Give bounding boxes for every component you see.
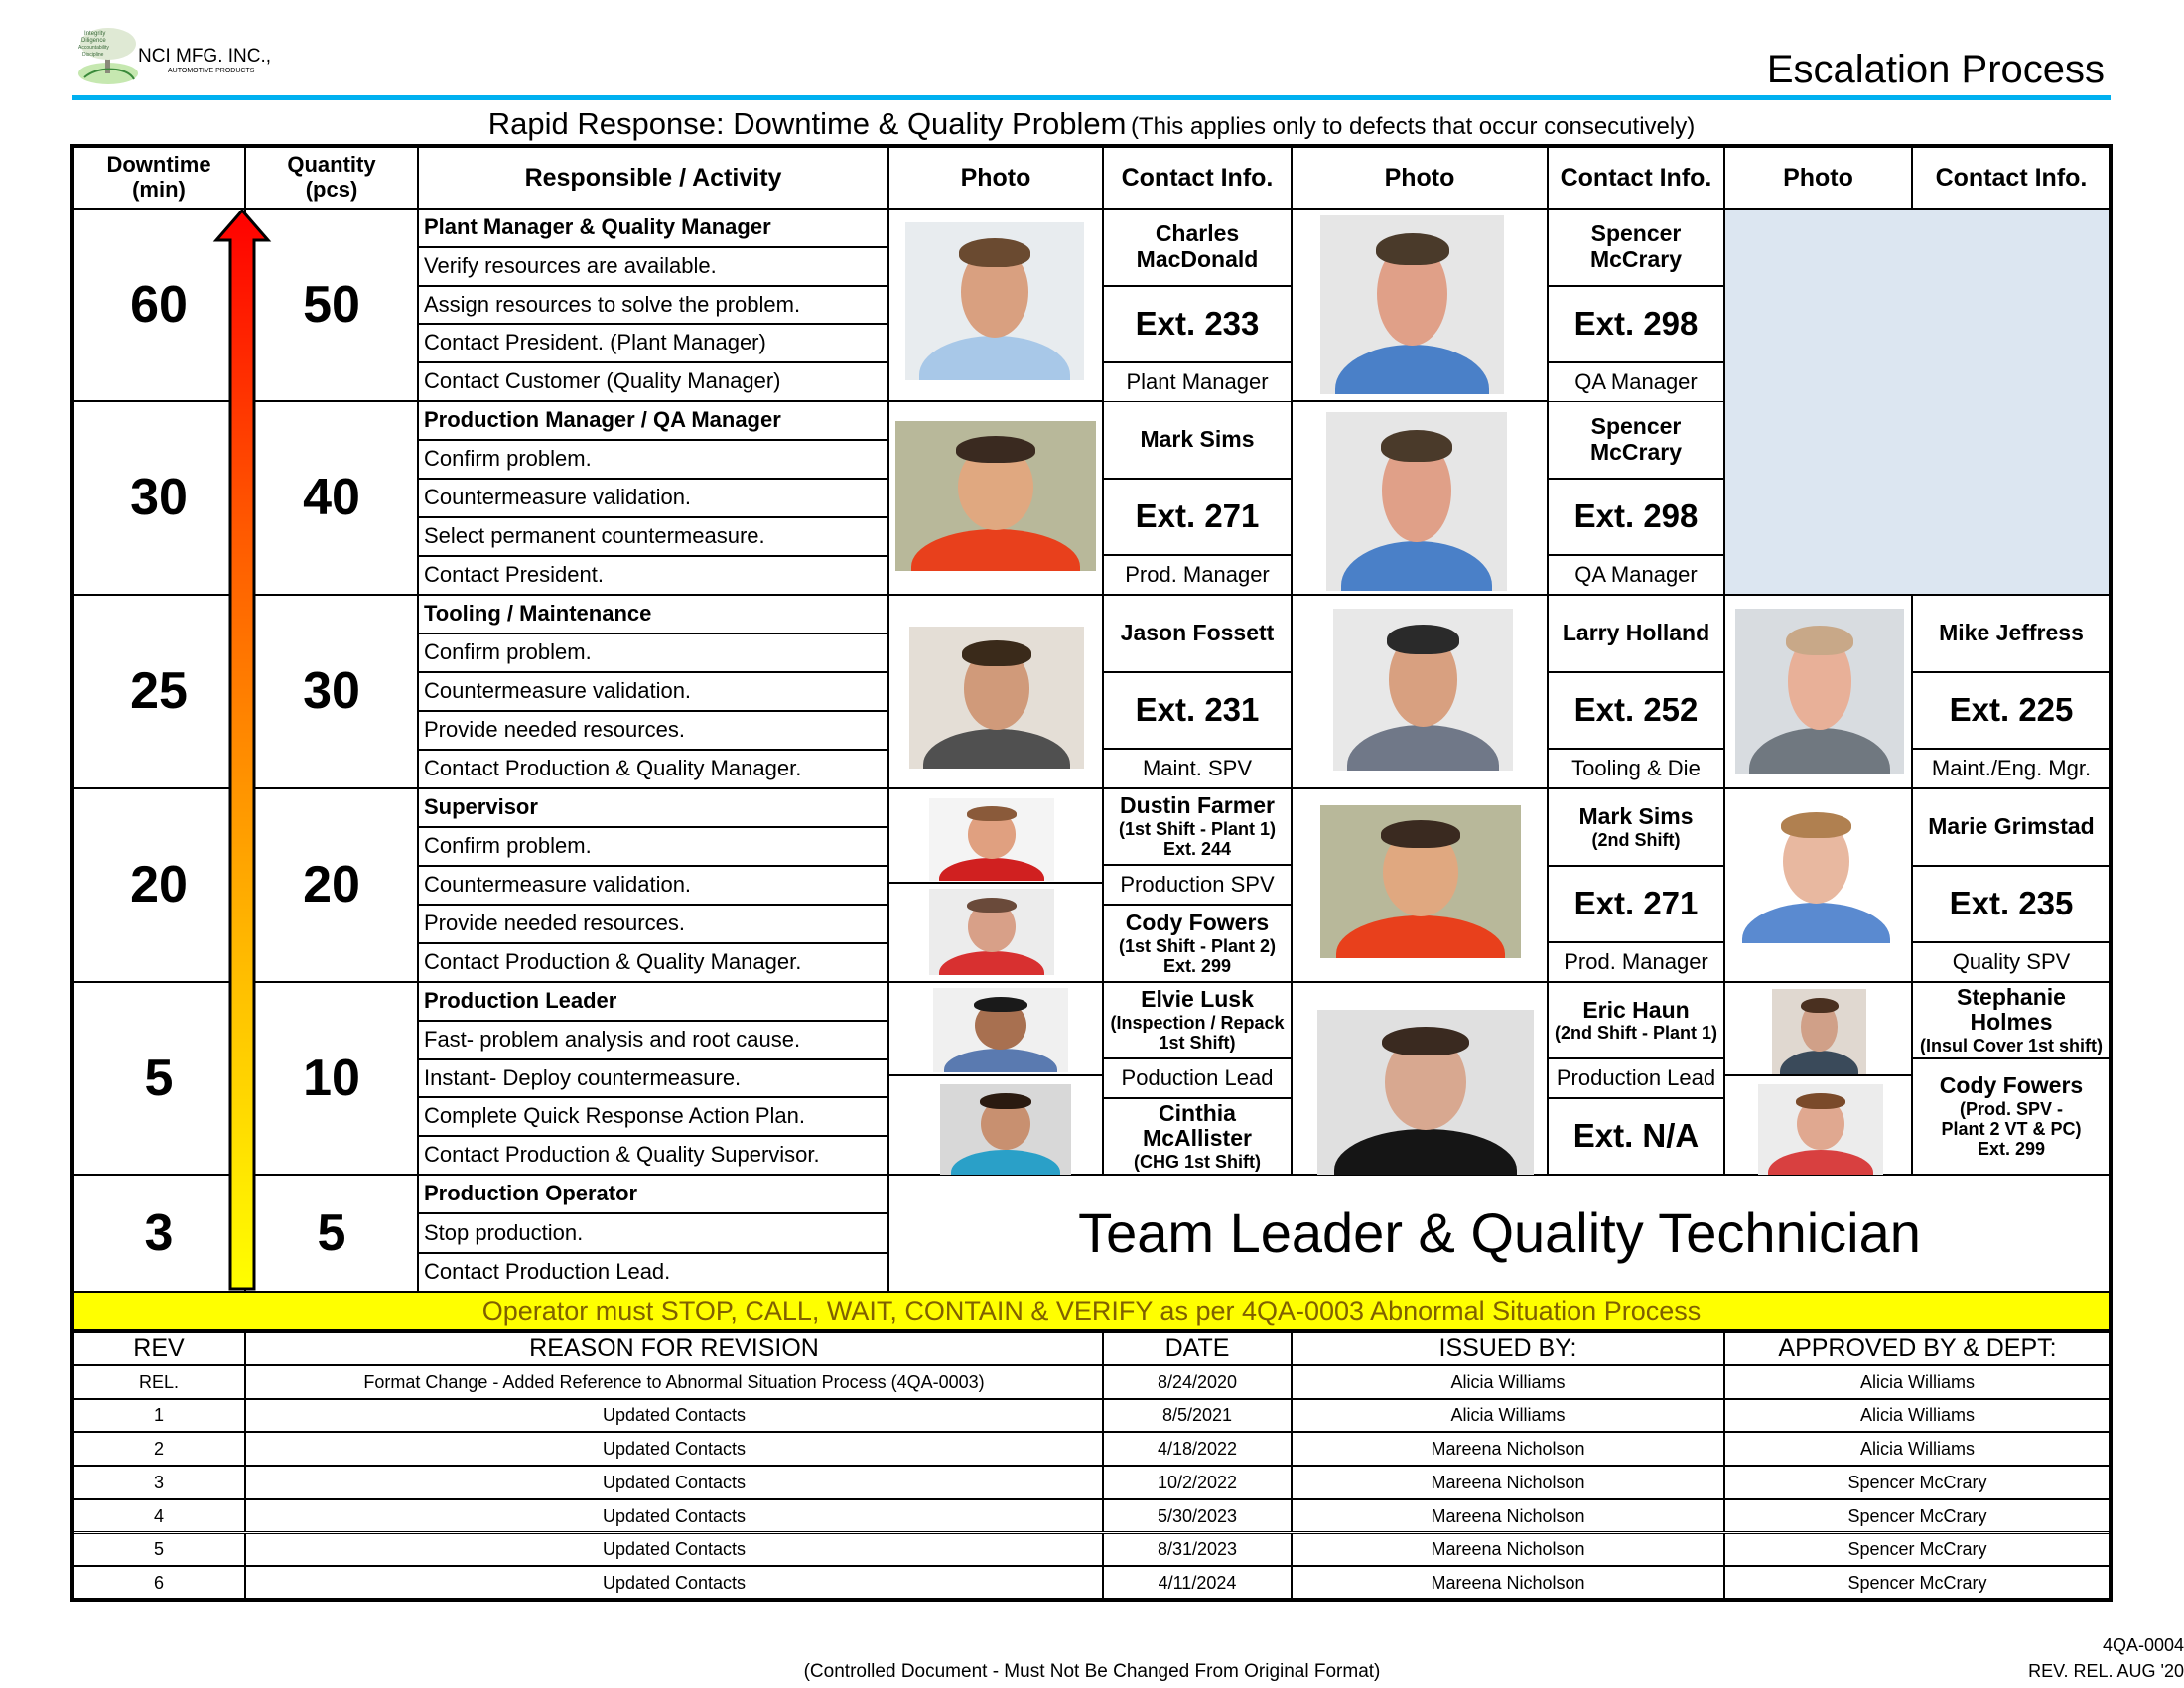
contact-extension: Ext. 231: [1135, 691, 1260, 729]
revision-value: Mareena Nicholson: [1431, 1539, 1585, 1560]
revision-value: 8/31/2023: [1157, 1539, 1238, 1560]
revision-value: 8/5/2021: [1161, 1405, 1233, 1426]
downtime-value: 3: [144, 1203, 174, 1262]
revision-value: Spencer McCrary: [1847, 1572, 1987, 1593]
revision-value: 5/30/2023: [1157, 1505, 1238, 1526]
contact-title: Tooling & Die: [1571, 755, 1701, 780]
contact-top-line: Stephanie Holmes: [1957, 983, 2066, 1036]
activity-label: Countermeasure validation.: [424, 872, 692, 898]
revision-value: 4/18/2022: [1157, 1439, 1238, 1460]
main-table-border: [70, 144, 2113, 1333]
contact-extension: Ext. 225: [1949, 691, 2074, 729]
contact-extension: Ext. 233: [1135, 305, 1260, 343]
contact-top-line: (2nd Shift - Plant 1): [1555, 1023, 1717, 1044]
revision-header-label: REASON FOR REVISION: [529, 1334, 819, 1362]
downtime-value: 30: [130, 469, 188, 527]
revision-value: Updated Contacts: [602, 1439, 747, 1460]
contact-title: Poduction Lead: [1121, 1064, 1274, 1090]
revision-header-label: DATE: [1164, 1334, 1230, 1362]
revision-value: Alicia Williams: [1859, 1371, 1975, 1392]
quantity-value: 20: [303, 856, 360, 914]
subtitle: [72, 106, 2111, 142]
contact-bottom-line: (Prod. SPV -: [1959, 1099, 2063, 1120]
revision-value: Mareena Nicholson: [1431, 1505, 1585, 1526]
activity-label: Contact Production Lead.: [424, 1259, 671, 1284]
activity-label: Provide needed resources.: [424, 717, 685, 743]
revision-value: Updated Contacts: [602, 1472, 747, 1492]
contact-name: Marie Grimstad: [1928, 813, 2095, 840]
revision-value: Updated Contacts: [602, 1539, 747, 1560]
revision-value: Format Change - Added Reference to Abnormal Situation Process (4QA-0003): [363, 1371, 985, 1392]
team-leader-label: Team Leader & Quality Technician: [1078, 1200, 1921, 1264]
role-label: Production Manager / QA Manager: [424, 407, 781, 433]
contact-top-line: Eric Haun: [1582, 996, 1690, 1023]
svg-text:Integrity: Integrity: [84, 31, 106, 37]
contact-title: Plant Manager: [1126, 368, 1269, 394]
column-header-label: Contact Info.: [1560, 163, 1712, 192]
contact-name: Spencer McCrary: [1589, 220, 1683, 272]
contact-shift: (2nd Shift): [1591, 829, 1681, 850]
role-label: Production Operator: [424, 1181, 638, 1206]
role-label: Plant Manager & Quality Manager: [424, 214, 771, 240]
revision-value: 3: [153, 1472, 164, 1492]
contact-top-line: (Inspection / Repack: [1110, 1013, 1285, 1034]
contact-extension: Ext. 271: [1135, 497, 1260, 535]
revision-value: Updated Contacts: [602, 1505, 747, 1526]
downtime-value: 5: [144, 1049, 174, 1107]
revision-value: Updated Contacts: [602, 1405, 747, 1426]
activity-label: Contact Production & Quality Manager.: [424, 949, 802, 975]
revision-value: 2: [153, 1439, 164, 1460]
contact-title: Quality SPV: [1952, 948, 2071, 974]
column-header-label: Quantity (pcs): [287, 151, 376, 202]
activity-label: Fast- problem analysis and root cause.: [424, 1026, 801, 1052]
contact-top-line: (1st Shift - Plant 1): [1118, 819, 1276, 840]
contact-top-line: Dustin Farmer: [1120, 792, 1275, 819]
quantity-value: 5: [317, 1203, 346, 1262]
contact-extension: Ext. 298: [1573, 305, 1699, 343]
downtime-value: 25: [130, 662, 188, 721]
column-header-label: Contact Info.: [1121, 163, 1274, 192]
company-logo: [76, 26, 305, 87]
revision-header-label: APPROVED BY & DEPT:: [1778, 1334, 2057, 1362]
document-title: Escalation Process: [1766, 48, 2105, 91]
contact-bottom-line: Cody Fowers: [1939, 1072, 2084, 1099]
column-header-label: Photo: [1384, 163, 1455, 192]
revision-header-label: ISSUED BY:: [1438, 1334, 1577, 1362]
quantity-value: 30: [303, 662, 360, 721]
tree-car-logo-icon: [76, 26, 140, 87]
column-header-label: Photo: [1783, 163, 1853, 192]
contact-top-line: Elvie Lusk: [1141, 986, 1254, 1013]
activity-label: Provide needed resources.: [424, 911, 685, 936]
revision-value: 4/11/2024: [1158, 1572, 1237, 1593]
activity-label: Confirm problem.: [424, 833, 592, 859]
role-label: Production Leader: [424, 988, 617, 1014]
quantity-value: 40: [303, 469, 360, 527]
activity-label: Assign resources to solve the problem.: [424, 291, 801, 317]
contact-title: Prod. Manager: [1564, 948, 1708, 974]
activity-label: Instant- Deploy countermeasure.: [424, 1064, 742, 1090]
revision-value: Mareena Nicholson: [1431, 1472, 1585, 1492]
contact-name: Charles MacDonald: [1136, 220, 1259, 272]
downtime-value: 60: [130, 275, 188, 334]
downtime-value: 20: [130, 856, 188, 914]
contact-bottom-line: Plant 2 VT & PC): [1941, 1119, 2082, 1140]
contact-title: QA Manager: [1574, 368, 1698, 394]
quantity-value: 50: [303, 275, 360, 334]
revision-value: Alicia Williams: [1859, 1405, 1975, 1426]
contact-name: Jason Fossett: [1120, 620, 1275, 646]
revision-value: Alicia Williams: [1450, 1371, 1566, 1392]
document-revision: REV. REL. AUG '20: [2028, 1661, 2184, 1681]
contact-title: Maint. SPV: [1142, 755, 1253, 780]
revision-table-border: [70, 1329, 2113, 1602]
contact-name: Mark Sims: [1578, 803, 1694, 830]
contact-top-line: (Insul Cover 1st shift): [1919, 1036, 2104, 1056]
activity-label: Confirm problem.: [424, 639, 592, 665]
revision-value: REL.: [138, 1371, 180, 1392]
activity-label: Contact President.: [424, 562, 604, 588]
operator-banner-text: Operator must STOP, CALL, WAIT, CONTAIN & VERIFY as per 4QA-0003 Abnormal Situation Process: [481, 1296, 1702, 1327]
company-subtitle: AUTOMOTIVE PRODUCTS: [168, 68, 255, 74]
column-header-label: Photo: [960, 163, 1031, 192]
revision-value: Updated Contacts: [602, 1572, 747, 1593]
contact-name: Larry Holland: [1562, 620, 1710, 646]
svg-text:Accountability: Accountability: [78, 45, 109, 51]
contact-bottom-line: (1st Shift - Plant 2): [1118, 935, 1276, 956]
activity-label: Contact Customer (Quality Manager): [424, 368, 781, 394]
contact-bottom-line: (CHG 1st Shift): [1134, 1152, 1261, 1173]
contact-title: Production SPV: [1120, 871, 1275, 897]
contact-title: Prod. Manager: [1125, 561, 1270, 587]
contact-extension: Ext. N/A: [1572, 1117, 1700, 1155]
activity-label: Confirm problem.: [424, 446, 592, 472]
activity-label: Contact Production & Quality Manager.: [424, 756, 802, 781]
document-number: 4QA-0004: [2102, 1635, 2184, 1655]
contact-top-line: 1st Shift): [1159, 1033, 1236, 1054]
quantity-value: 10: [303, 1049, 360, 1107]
revision-value: 1: [153, 1405, 164, 1426]
revision-value: Spencer McCrary: [1847, 1472, 1987, 1492]
activity-label: Contact President. (Plant Manager): [424, 330, 766, 355]
contact-title: Production Lead: [1556, 1064, 1716, 1090]
subtitle-main: Rapid Response: Downtime & Quality Problem: [487, 106, 1127, 141]
revision-value: Spencer McCrary: [1847, 1505, 1987, 1526]
svg-text:Diligence: Diligence: [81, 38, 106, 44]
contact-extension: Ext. 235: [1949, 885, 2074, 922]
activity-label: Countermeasure validation.: [424, 678, 692, 704]
revision-value: Mareena Nicholson: [1431, 1572, 1585, 1593]
revision-value: 10/2/2022: [1157, 1472, 1238, 1492]
revision-value: Mareena Nicholson: [1431, 1439, 1585, 1460]
revision-value: 5: [153, 1539, 164, 1560]
activity-label: Complete Quick Response Action Plan.: [424, 1103, 805, 1129]
subtitle-note: (This applies only to defects that occur consecutively): [1130, 113, 1696, 140]
role-label: Tooling / Maintenance: [424, 601, 652, 627]
column-header-label: Responsible / Activity: [524, 163, 782, 192]
contact-name: Spencer McCrary: [1589, 413, 1683, 465]
contact-title: QA Manager: [1574, 561, 1698, 587]
revision-header-label: REV: [133, 1334, 185, 1362]
header-rule: [72, 95, 2111, 100]
contact-title: Maint./Eng. Mgr.: [1931, 755, 2092, 780]
role-label: Supervisor: [424, 794, 538, 820]
revision-value: 8/24/2020: [1157, 1371, 1238, 1392]
activity-label: Select permanent countermeasure.: [424, 523, 765, 549]
contact-extension: Ext. 271: [1573, 885, 1699, 922]
contact-extension: Ext. 252: [1573, 691, 1699, 729]
contact-name: Mike Jeffress: [1939, 620, 2084, 646]
column-header-label: Downtime (min): [106, 151, 211, 202]
revision-value: Spencer McCrary: [1847, 1539, 1987, 1560]
contact-name: Mark Sims: [1140, 426, 1255, 453]
revision-value: Alicia Williams: [1859, 1439, 1975, 1460]
contact-bottom-line: Cody Fowers: [1125, 909, 1270, 935]
contact-bottom-line: Ext. 299: [1162, 955, 1232, 976]
company-name: NCI MFG. INC.,: [138, 46, 272, 67]
revision-value: Alicia Williams: [1450, 1405, 1566, 1426]
activity-label: Stop production.: [424, 1219, 584, 1245]
activity-label: Countermeasure validation.: [424, 485, 692, 510]
contact-top-line: Ext. 244: [1162, 839, 1232, 860]
controlled-document-note: (Controlled Document - Must Not Be Changed From Original Format): [803, 1661, 1381, 1682]
activity-label: Verify resources are available.: [424, 252, 717, 278]
svg-text:Discipline: Discipline: [82, 52, 104, 58]
revision-value: 4: [153, 1505, 164, 1526]
revision-value: 6: [153, 1572, 164, 1593]
contact-bottom-line: Ext. 299: [1977, 1139, 2046, 1160]
activity-label: Contact Production & Quality Supervisor.: [424, 1142, 820, 1168]
column-header-label: Contact Info.: [1935, 163, 2088, 192]
contact-extension: Ext. 298: [1573, 497, 1699, 535]
contact-bottom-line: Cinthia McAllister: [1143, 1099, 1252, 1152]
